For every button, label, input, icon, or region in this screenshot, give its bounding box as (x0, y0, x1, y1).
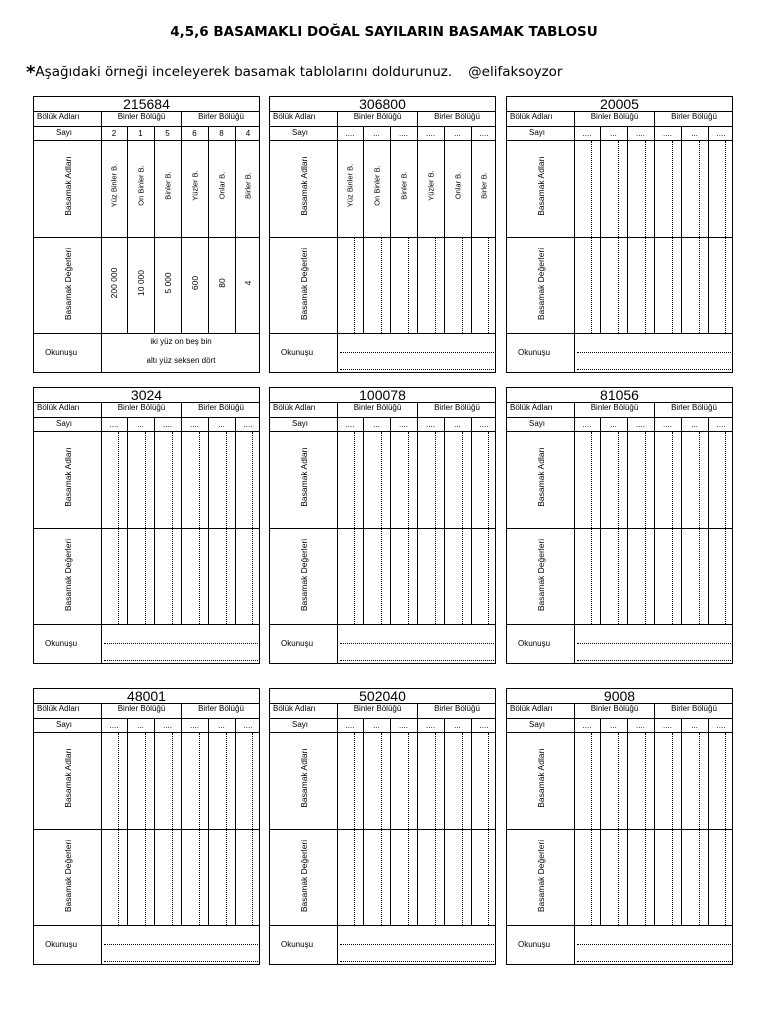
boluk-adlari-label: Bölük Adları (273, 112, 316, 121)
okunusu-label: Okunuşu (281, 639, 314, 648)
place-name: Yüz Binler B. (109, 163, 119, 208)
place-name-blank (618, 141, 619, 237)
sayi-digit-cell: .... (426, 420, 435, 429)
place-name-blank (435, 432, 436, 528)
place-value-blank (408, 830, 409, 925)
author-handle: @elifaksoyzor (468, 64, 563, 80)
boluk-adlari-label: Bölük Adları (510, 112, 553, 121)
place-name-blank (591, 432, 592, 528)
place-name-blank (118, 432, 119, 528)
place-name-blank (699, 733, 700, 829)
place-name-blank (591, 733, 592, 829)
table-number: 100078 (359, 387, 406, 403)
place-name: Binler B. (163, 171, 172, 200)
basamak-degerleri-label: Basamak Değerleri (63, 538, 73, 612)
place-value-blank (725, 830, 726, 925)
reading-blank-line (577, 944, 731, 945)
sayi-digit-cell: .... (163, 420, 172, 429)
place-value-blank (435, 529, 436, 624)
reading-blank-line (577, 369, 731, 370)
place-name-blank (118, 733, 119, 829)
table-number: 9008 (603, 688, 636, 704)
basamak-adlari-label: Basamak Adları (299, 156, 309, 216)
sayi-digit-cell: .... (109, 721, 119, 730)
birler-bolugu-label: Birler Bölüğü (198, 704, 244, 713)
okunusu-label: Okunuşu (518, 348, 551, 357)
basamak-degerleri-label: Basamak Değerleri (536, 538, 546, 612)
place-value-blank (672, 529, 673, 624)
sayi-digit-cell: .... (345, 721, 355, 730)
sayi-digit-cell: ... (137, 721, 144, 730)
place-value-blank (408, 238, 409, 333)
place-value-table-4 (33, 387, 260, 664)
place-value-blank (145, 529, 146, 624)
sayi-digit-cell: .... (190, 721, 199, 730)
place-value-blank (462, 830, 463, 925)
place-value-blank (591, 830, 592, 925)
sayi-digit-cell: .... (636, 420, 645, 429)
place-value-blank (725, 238, 726, 333)
place-value-blank (381, 830, 382, 925)
place-name-blank (172, 432, 173, 528)
reading-blank-line (104, 660, 258, 661)
birler-bolugu-label: Birler Bölüğü (671, 403, 717, 412)
binler-bolugu-label: Binler Bölüğü (590, 112, 639, 121)
sayi-digit-cell: 1 (138, 129, 143, 138)
sayi-digit-cell: ... (454, 129, 461, 138)
place-name: Birler B. (243, 172, 253, 199)
sayi-digit-cell: .... (479, 129, 489, 138)
place-name-blank (591, 141, 592, 237)
sayi-label: Sayı (56, 720, 73, 729)
place-name-blank (672, 141, 673, 237)
birler-bolugu-label: Birler Bölüğü (434, 403, 480, 412)
place-value-table-8 (269, 688, 496, 965)
sayi-digit-cell: 5 (165, 129, 170, 138)
sayi-digit-cell: .... (716, 129, 726, 138)
place-value: 10 000 (135, 270, 146, 296)
reading-blank-line (104, 643, 258, 644)
okunusu-label: Okunuşu (45, 940, 78, 949)
sayi-digit-cell: .... (190, 420, 199, 429)
sayi-digit-cell: .... (426, 721, 435, 730)
place-value-blank (618, 830, 619, 925)
reading-blank-line (577, 643, 731, 644)
sayi-digit-cell: 2 (111, 129, 117, 138)
binler-bolugu-label: Binler Bölüğü (117, 403, 166, 412)
okunusu-label: Okunuşu (281, 348, 314, 357)
place-name-blank (699, 141, 700, 237)
place-value-blank (725, 529, 726, 624)
place-value-blank (591, 529, 592, 624)
place-name-blank (645, 432, 646, 528)
place-name-blank (408, 432, 409, 528)
place-name-blank (145, 733, 146, 829)
reading-blank-line (104, 961, 258, 962)
sayi-digit-cell: ... (454, 420, 461, 429)
place-value-blank (118, 830, 119, 925)
sayi-digit-cell: ... (691, 721, 698, 730)
place-value-blank (618, 238, 619, 333)
place-value-blank (172, 830, 173, 925)
place-name-blank (435, 733, 436, 829)
place-name-blank (725, 141, 726, 237)
sayi-digit-cell: .... (345, 420, 355, 429)
basamak-adlari-label: Basamak Adları (536, 748, 546, 808)
sayi-digit-cell: 8 (219, 129, 224, 138)
boluk-adlari-label: Bölük Adları (273, 403, 316, 412)
place-value-blank (226, 830, 227, 925)
place-value-blank (591, 238, 592, 333)
sayi-digit-cell: ... (373, 420, 380, 429)
sayi-digit-cell: ... (691, 129, 698, 138)
sayi-digit-cell: ... (610, 129, 617, 138)
place-value-table-5 (269, 387, 496, 664)
place-name-blank (252, 733, 253, 829)
place-name-blank (645, 141, 646, 237)
place-value-blank (435, 238, 436, 333)
basamak-adlari-label: Basamak Adları (63, 748, 73, 808)
basamak-adlari-label: Basamak Adları (299, 748, 309, 808)
basamak-degerleri-label: Basamak Değerleri (299, 839, 309, 913)
reading-blank-line (340, 660, 494, 661)
place-name-blank (488, 432, 489, 528)
sayi-digit-cell: .... (243, 420, 253, 429)
birler-bolugu-label: Birler Bölüğü (434, 704, 480, 713)
place-value-blank (408, 529, 409, 624)
basamak-degerleri-label: Basamak Değerleri (63, 839, 73, 913)
place-value-blank (199, 529, 200, 624)
binler-bolugu-label: Binler Bölüğü (117, 112, 166, 121)
place-name-blank (618, 432, 619, 528)
place-value-blank (488, 830, 489, 925)
place-value-table-7 (33, 688, 260, 965)
sayi-digit-cell: .... (663, 420, 672, 429)
place-value-table-6 (506, 387, 733, 664)
sayi-digit-cell: .... (399, 420, 408, 429)
place-name: On Binler B. (136, 165, 145, 206)
place-name: On Binler B. (372, 165, 381, 206)
place-name-blank (199, 733, 200, 829)
table-number: 306800 (359, 96, 406, 112)
sayi-label: Sayı (292, 128, 309, 137)
sayi-digit-cell: ... (454, 721, 461, 730)
place-name: Binler B. (399, 171, 408, 200)
basamak-degerleri-label: Basamak Değerleri (536, 247, 546, 321)
reading-line-2: altı yüz seksen dört (146, 356, 216, 365)
sayi-digit-cell: .... (716, 420, 726, 429)
sayi-digit-cell: .... (582, 129, 592, 138)
place-name-blank (725, 733, 726, 829)
place-name: Yüz Binler B. (345, 163, 355, 208)
place-name: Yüzler B. (426, 170, 435, 201)
place-value-blank (672, 830, 673, 925)
place-value-blank (252, 830, 253, 925)
place-name-blank (145, 432, 146, 528)
table-number: 81056 (600, 387, 639, 403)
sayi-label: Sayı (529, 128, 546, 137)
reading-blank-line (104, 944, 258, 945)
place-name-blank (354, 733, 355, 829)
place-value-blank (699, 830, 700, 925)
sayi-digit-cell: ... (373, 721, 380, 730)
sayi-digit-cell: ... (691, 420, 698, 429)
place-value: 80 (216, 278, 227, 288)
place-name-blank (381, 733, 382, 829)
boluk-adlari-label: Bölük Adları (37, 704, 80, 713)
sayi-digit-cell: 4 (245, 129, 251, 138)
sayi-digit-cell: .... (479, 721, 489, 730)
place-value: 600 (189, 275, 200, 291)
basamak-degerleri-label: Basamak Değerleri (536, 839, 546, 913)
sayi-digit-cell: .... (163, 721, 172, 730)
place-value-blank (645, 238, 646, 333)
place-value-blank (381, 238, 382, 333)
place-name: Birler B. (479, 172, 489, 199)
reading-blank-line (577, 961, 731, 962)
binler-bolugu-label: Binler Bölüğü (353, 403, 402, 412)
sayi-digit-cell: .... (663, 129, 672, 138)
boluk-adlari-label: Bölük Adları (273, 704, 316, 713)
place-value-blank (199, 830, 200, 925)
table-number: 3024 (130, 387, 163, 403)
binler-bolugu-label: Binler Bölüğü (353, 112, 402, 121)
reading-line-1: iki yüz on beş bin (150, 337, 212, 346)
sayi-digit-cell: .... (109, 420, 119, 429)
place-name: Onlar B. (453, 171, 462, 200)
place-value-blank (354, 238, 355, 333)
sayi-digit-cell: .... (345, 129, 355, 138)
table-number: 502040 (359, 688, 406, 704)
reading-blank-line (577, 660, 731, 661)
reading-blank-line (340, 352, 494, 353)
place-value-blank (354, 830, 355, 925)
basamak-adlari-label: Basamak Adları (63, 156, 73, 216)
place-value-blank (145, 830, 146, 925)
place-value-blank (699, 529, 700, 624)
place-value-blank (381, 529, 382, 624)
sayi-digit-cell: ... (137, 420, 144, 429)
boluk-adlari-label: Bölük Adları (37, 403, 80, 412)
sayi-digit-cell: .... (479, 420, 489, 429)
okunusu-label: Okunuşu (281, 940, 314, 949)
sayi-label: Sayı (529, 720, 546, 729)
basamak-degerleri-label: Basamak Değerleri (299, 247, 309, 321)
binler-bolugu-label: Binler Bölüğü (590, 704, 639, 713)
place-name: Onlar B. (217, 171, 226, 200)
sayi-label: Sayı (56, 128, 73, 137)
place-value-blank (645, 830, 646, 925)
sayi-label: Sayı (292, 720, 309, 729)
place-name: Yüzler B. (190, 170, 199, 201)
place-value-blank (252, 529, 253, 624)
sayi-digit-cell: .... (243, 721, 253, 730)
birler-bolugu-label: Birler Bölüğü (198, 112, 244, 121)
place-value-blank (672, 238, 673, 333)
place-value-blank (435, 830, 436, 925)
place-value: 4 (243, 280, 253, 286)
place-value-blank (699, 238, 700, 333)
sayi-digit-cell: ... (610, 420, 617, 429)
place-value-table-2 (269, 96, 496, 373)
place-name-blank (462, 733, 463, 829)
sayi-digit-cell: .... (399, 721, 408, 730)
place-name-blank (354, 432, 355, 528)
sayi-label: Sayı (56, 419, 73, 428)
place-name-blank (725, 432, 726, 528)
place-name-blank (226, 733, 227, 829)
table-number: 48001 (127, 688, 166, 704)
place-name-blank (618, 733, 619, 829)
place-name-blank (226, 432, 227, 528)
boluk-adlari-label: Bölük Adları (510, 704, 553, 713)
okunusu-label: Okunuşu (518, 639, 551, 648)
basamak-adlari-label: Basamak Adları (63, 447, 73, 507)
basamak-adlari-label: Basamak Adları (536, 447, 546, 507)
birler-bolugu-label: Birler Bölüğü (434, 112, 480, 121)
place-name-blank (462, 432, 463, 528)
reading-blank-line (340, 961, 494, 962)
sayi-digit-cell: .... (426, 129, 435, 138)
boluk-adlari-label: Bölük Adları (510, 403, 553, 412)
binler-bolugu-label: Binler Bölüğü (590, 403, 639, 412)
basamak-degerleri-label: Basamak Değerleri (63, 247, 73, 321)
birler-bolugu-label: Birler Bölüğü (198, 403, 244, 412)
place-name-blank (408, 733, 409, 829)
okunusu-label: Okunuşu (45, 639, 78, 648)
sayi-digit-cell: ... (218, 420, 225, 429)
basamak-degerleri-label: Basamak Değerleri (299, 538, 309, 612)
instruction-text: Aşağıdaki örneği inceleyerek basamak tablolarını doldurunuz. (35, 64, 453, 80)
place-value: 5 000 (162, 272, 173, 294)
place-value-blank (118, 529, 119, 624)
sayi-label: Sayı (529, 419, 546, 428)
basamak-adlari-label: Basamak Adları (536, 156, 546, 216)
place-name-blank (172, 733, 173, 829)
place-name-blank (699, 432, 700, 528)
sayi-digit-cell: ... (610, 721, 617, 730)
place-value-blank (462, 238, 463, 333)
place-name-blank (199, 432, 200, 528)
okunusu-label: Okunuşu (45, 348, 78, 357)
place-value-blank (226, 529, 227, 624)
place-name-blank (381, 432, 382, 528)
place-value-table-3 (506, 96, 733, 373)
page-title: 4,5,6 BASAMAKLI DOĞAL SAYILARIN BASAMAK TABLOSU (170, 24, 598, 40)
place-name-blank (252, 432, 253, 528)
sayi-digit-cell: .... (399, 129, 408, 138)
instruction (26, 62, 562, 83)
sayi-digit-cell: .... (716, 721, 726, 730)
place-value-blank (172, 529, 173, 624)
sayi-digit-cell: .... (663, 721, 672, 730)
place-value-blank (488, 238, 489, 333)
reading-blank-line (340, 369, 494, 370)
sayi-digit-cell: ... (218, 721, 225, 730)
basamak-adlari-label: Basamak Adları (299, 447, 309, 507)
place-name-blank (645, 733, 646, 829)
sayi-digit-cell: .... (582, 420, 592, 429)
birler-bolugu-label: Birler Bölüğü (671, 704, 717, 713)
reading-blank-line (577, 352, 731, 353)
place-value-table-9 (506, 688, 733, 965)
reading-blank-line (340, 643, 494, 644)
table-number: 215684 (123, 96, 170, 112)
sayi-digit-cell: 6 (192, 129, 197, 138)
birler-bolugu-label: Birler Bölüğü (671, 112, 717, 121)
place-value-blank (462, 529, 463, 624)
place-value-table-1 (33, 96, 260, 373)
binler-bolugu-label: Binler Bölüğü (117, 704, 166, 713)
boluk-adlari-label: Bölük Adları (37, 112, 80, 121)
sayi-digit-cell: .... (636, 721, 645, 730)
place-value-blank (354, 529, 355, 624)
place-name-blank (488, 733, 489, 829)
place-value-blank (645, 529, 646, 624)
binler-bolugu-label: Binler Bölüğü (353, 704, 402, 713)
sayi-digit-cell: .... (636, 129, 645, 138)
okunusu-label: Okunuşu (518, 940, 551, 949)
sayi-label: Sayı (292, 419, 309, 428)
table-number: 20005 (600, 96, 639, 112)
reading-blank-line (340, 944, 494, 945)
sayi-digit-cell: .... (582, 721, 592, 730)
place-value: 200 000 (109, 267, 119, 299)
sayi-digit-cell: ... (373, 129, 380, 138)
place-value-blank (488, 529, 489, 624)
place-name-blank (672, 432, 673, 528)
instruction-star: * (26, 62, 36, 83)
place-value-blank (618, 529, 619, 624)
place-name-blank (672, 733, 673, 829)
